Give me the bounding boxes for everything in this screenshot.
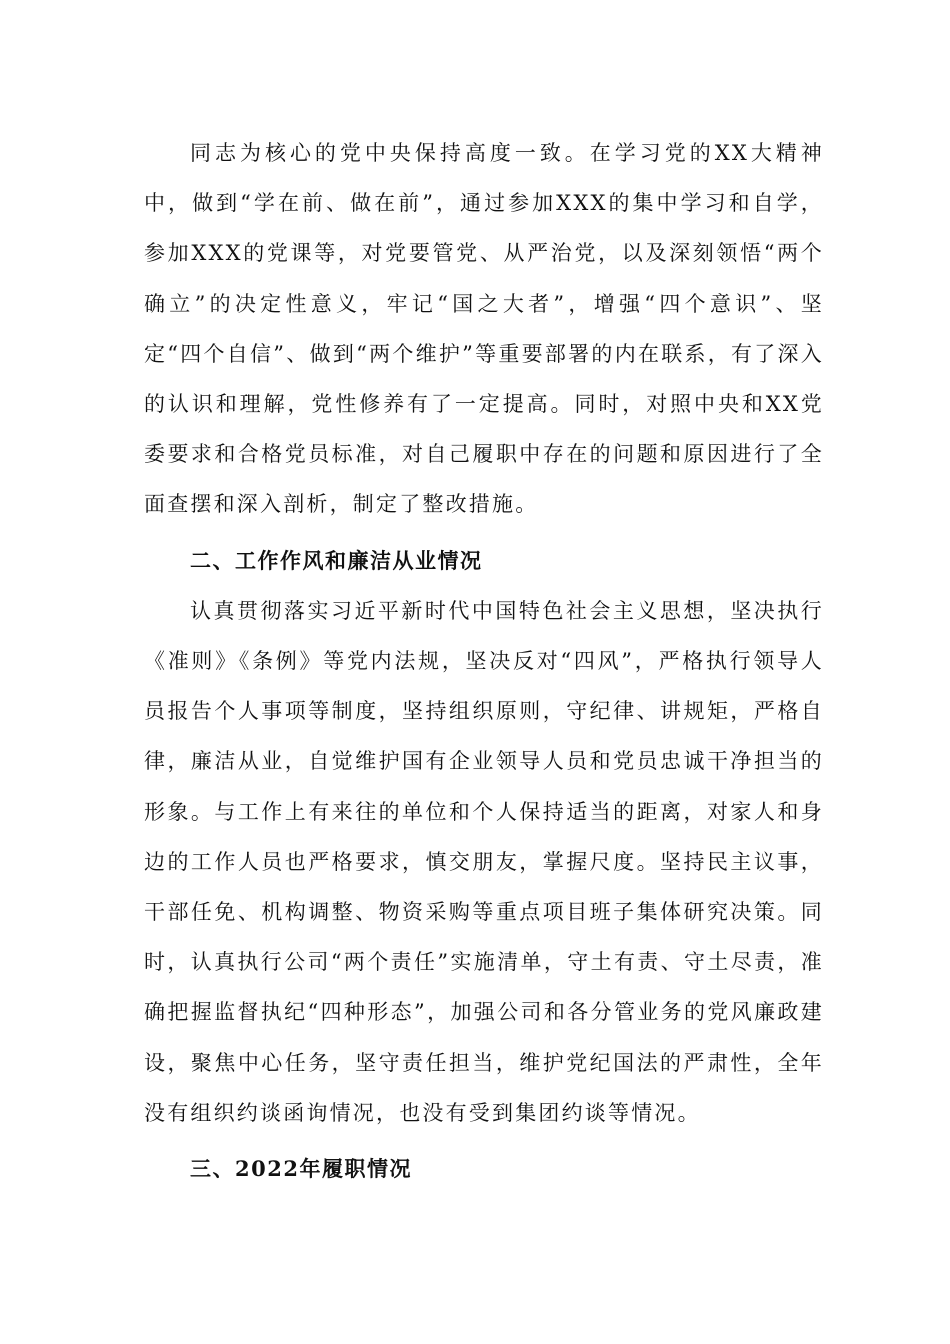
section-2-paragraph: 认真贯彻落实习近平新时代中国特色社会主义思想，坚决执行《准则》《条例》等党内法规，坚决反对“四风”，严格执行领导人员报告个人事项等制度，坚持组织原则，守纪律、讲规矩，严格自律，廉洁从业，自觉维护国有企业领导人员和党员忠诚干净担当的形象。与工作上有来往的单位和个人保持适当的距离，对家人和身边的工作人员也严格要求，慎交朋友，掌握尺度。坚持民主议事，干部任免、机构调整、物资采购等重点项目班子集体研究决策。同时，认真执行公司“两个责任”实施清单，守土有责、守土尽责，准确把握监督执纪“四种形态”，加强公司和各分管业务的党风廉政建设，聚焦中心任务，坚守责任担当，维护党纪国法的严肃性，全年没有组织约谈函询情况，也没有受到集团约谈等情况。 [144, 598, 824, 1125]
document-body [144, 128, 824, 1194]
section-heading-2: 二、工作作风和廉洁从业情况 [190, 547, 483, 573]
paragraph-continued: 同志为核心的党中央保持高度一致。在学习党的XX大精神中，做到“学在前、做在前”，通过参加XXX的集中学习和自学，参加XXX的党课等，对党要管党、从严治党，以及深刻领悟“两个确立”的决定性意义，牢记“国之大者”，增强“四个意识”、坚定“四个自信”、做到“两个维护”等重要部署的内在联系，有了深入的认识和理解，党性修养有了一定提高。同时，对照中央和XX党委要求和合格党员标准，对自己履职中存在的问题和原因进行了全面查摆和深入剖析，制定了整改措施。 [144, 141, 824, 517]
section-heading-3: 三、2022年履职情况 [190, 1156, 412, 1182]
